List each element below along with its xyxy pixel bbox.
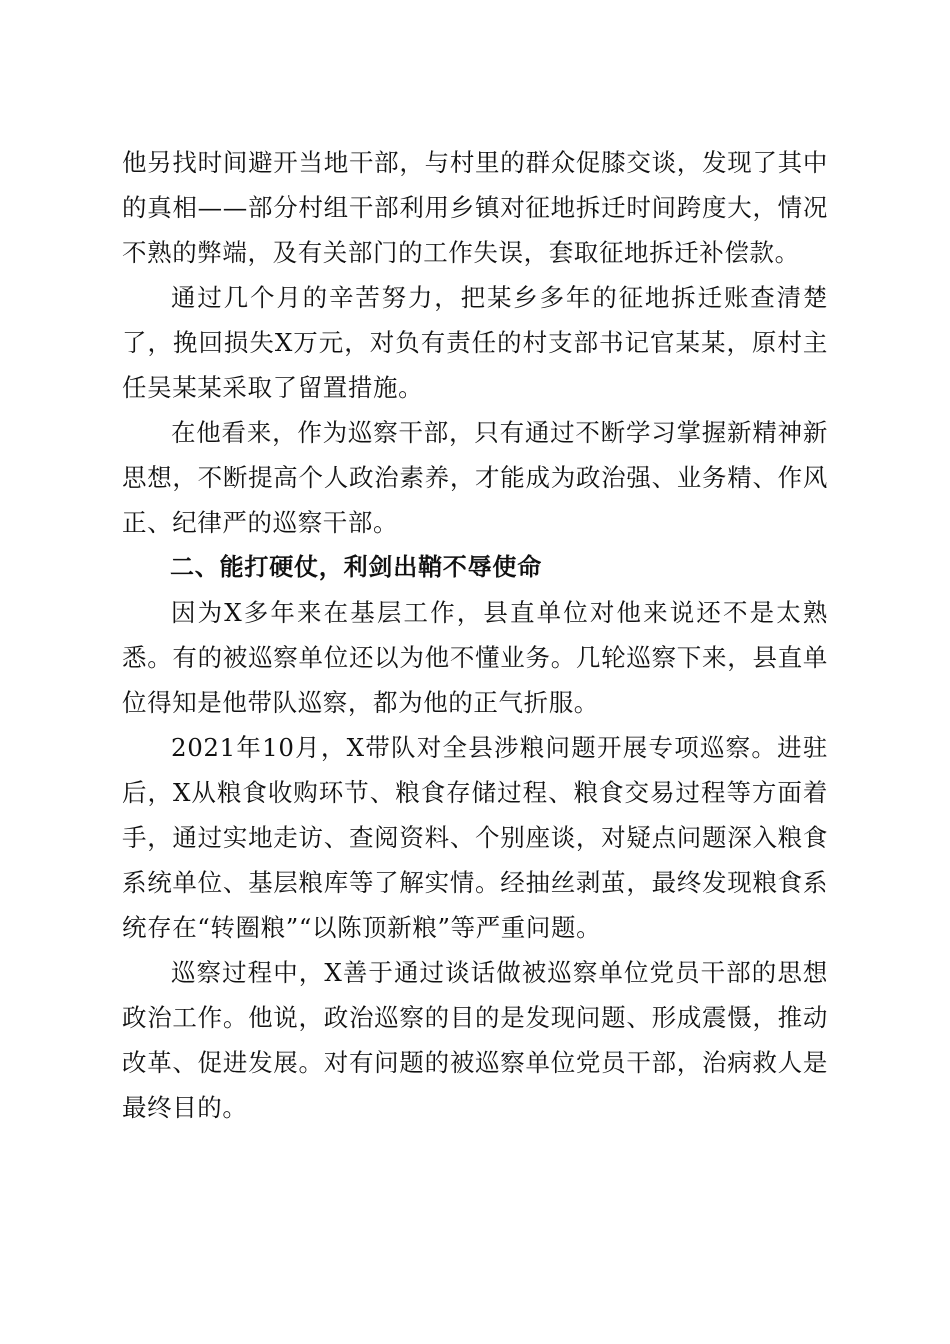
paragraph: 巡察过程中，X善于通过谈话做被巡察单位党员干部的思想政治工作。他说，政治巡察的目的是发现问题、形成震慑，推动改革、促进发展。对有问题的被巡察单位党员干部，治病救人是最终目的。 [122, 958, 828, 1122]
paragraph: 在他看来，作为巡察干部，只有通过不断学习掌握新精神新思想，不断提高个人政治素养，才能成为政治强、业务精、作风正、纪律严的巡察干部。 [122, 418, 828, 537]
paragraph: 他另找时间避开当地干部，与村里的群众促膝交谈，发现了其中的真相——部分村组干部利用乡镇对征地拆迁时间跨度大，情况不熟的弊端，及有关部门的工作失误，套取征地拆迁补偿款。 [122, 148, 828, 267]
section-heading: 二、能打硬仗，利剑出鞘不辱使命 [170, 553, 542, 581]
document-body [122, 140, 828, 1130]
paragraph: 通过几个月的辛苦努力，把某乡多年的征地拆迁账查清楚了，挽回损失X万元，对负有责任的村支部书记官某某，原村主任吴某某采取了留置措施。 [122, 283, 828, 402]
paragraph: 因为X多年来在基层工作，县直单位对他来说还不是太熟悉。有的被巡察单位还以为他不懂业务。几轮巡察下来，县直单位得知是他带队巡察，都为他的正气折服。 [122, 598, 828, 717]
paragraph: 2021年10月，X带队对全县涉粮问题开展专项巡察。进驻后，X从粮食收购环节、粮食存储过程、粮食交易过程等方面着手，通过实地走访、查阅资料、个别座谈，对疑点问题深入粮食系统单位、基层粮库等了解实情。经抽丝剥茧，最终发现粮食系统存在“转圈粮”“以陈顶新粮”等严重问题。 [122, 733, 828, 942]
